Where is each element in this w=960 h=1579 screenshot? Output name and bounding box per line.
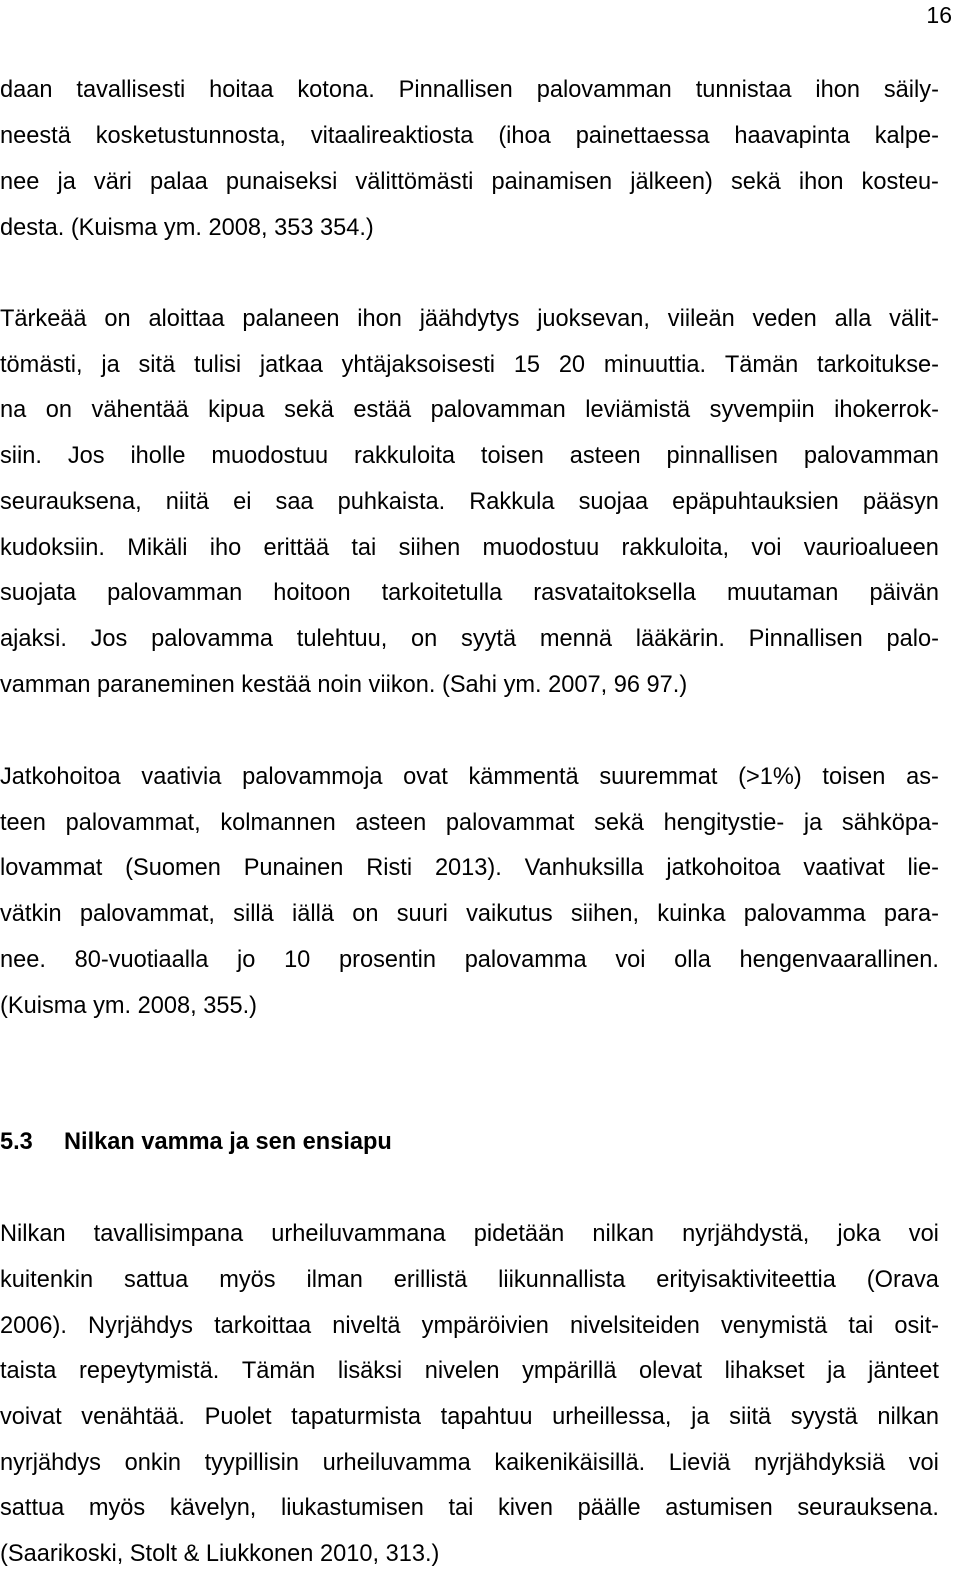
text-line: kudoksiin. Mikäli iho erittää tai siihen muodostuu rakkuloita, voi vaurioalueen [0,535,939,561]
text-line: 2006). Nyrjähdys tarkoittaa niveltä ympäröivien nivelsiteiden venymistä tai osit- [0,1313,939,1339]
text-line: na on vähentää kipua sekä estää palovamman leviämistä syvempiin ihokerrok- [0,397,939,423]
text-line: kuitenkin sattua myös ilman erillistä liikunnallista erityisaktiviteettia (Orava [0,1267,939,1293]
text-line: lovammat (Suomen Punainen Risti 2013). Vanhuksilla jatkohoitoa vaativat lie- [0,855,939,881]
page-number: 16 [926,2,952,28]
text-line: sattua myös kävelyn, liukastumisen tai kiven päälle astumisen seurauksena. [0,1495,939,1521]
text-line: Jatkohoitoa vaativia palovammoja ovat kämmentä suuremmat (>1%) toisen as- [0,764,939,790]
text-line: nee ja väri palaa punaiseksi välittömästi painamisen jälkeen) sekä ihon kosteu- [0,169,939,195]
text-line: neestä kosketustunnosta, vitaalireaktiosta (ihoa painettaessa haavapinta kalpe- [0,123,939,149]
text-line: (Kuisma ym. 2008, 355.) [0,993,258,1019]
section-heading [0,1127,392,1157]
text-line: vamman paraneminen kestää noin viikon. (Sahi ym. 2007, 96 97.) [0,672,688,698]
text-line: teen palovammat, kolmannen asteen palovammat sekä hengitystie- ja sähköpa- [0,810,939,836]
text-line: Tärkeää on aloittaa palaneen ihon jäähdytys juoksevan, viileän veden alla välit- [0,306,939,332]
text-line: Nilkan tavallisimpana urheiluvammana pidetään nilkan nyrjähdystä, joka voi [0,1221,939,1247]
text-line: daan tavallisesti hoitaa kotona. Pinnallisen palovamman tunnistaa ihon säily- [0,77,939,103]
text-line: desta. (Kuisma ym. 2008, 353 354.) [0,215,374,241]
text-line: voivat venähtää. Puolet tapaturmista tapahtuu urheillessa, ja siitä syystä nilkan [0,1404,939,1430]
text-line: vätkin palovammat, sillä iällä on suuri vaikutus siihen, kuinka palovamma para- [0,901,939,927]
text-line: seurauksena, niitä ei saa puhkaista. Rakkula suojaa epäpuhtauksien pääsyn [0,489,939,515]
section-title: Nilkan vamma ja sen ensiapu [64,1129,392,1155]
text-line: suojata palovamman hoitoon tarkoitetulla rasvataitoksella muutaman päivän [0,580,939,606]
text-line: tömästi, ja sitä tulisi jatkaa yhtäjaksoisesti 15 20 minuuttia. Tämän tarkoitukse- [0,352,939,378]
section-number: 5.3 [0,1129,33,1155]
text-line: nyrjähdys onkin tyypillisin urheiluvamma kaikenikäisillä. Lieviä nyrjähdyksiä voi [0,1450,939,1476]
text-line: (Saarikoski, Stolt & Liukkonen 2010, 313.) [0,1541,440,1567]
text-line: ajaksi. Jos palovamma tulehtuu, on syytä mennä lääkärin. Pinnallisen palo- [0,626,939,652]
text-line: nee. 80-vuotiaalla jo 10 prosentin palovamma voi olla hengenvaarallinen. [0,947,939,973]
text-line: taista repeytymistä. Tämän lisäksi nivelen ympärillä olevat lihakset ja jänteet [0,1358,939,1384]
text-line: siin. Jos iholle muodostuu rakkuloita toisen asteen pinnallisen palovamman [0,443,939,469]
